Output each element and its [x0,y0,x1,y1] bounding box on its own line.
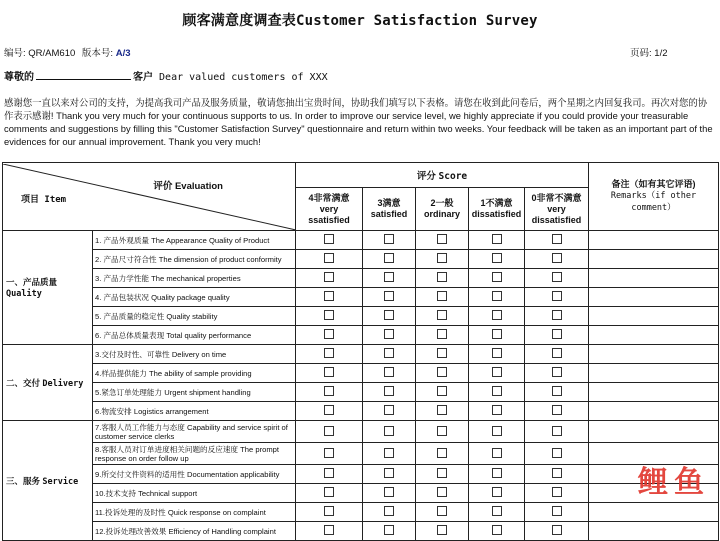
score-checkbox[interactable] [324,448,334,458]
score-cell [363,465,416,484]
survey-table [2,162,719,541]
question-cn: 10.技术支持 [95,488,136,498]
intro-english: Thank you very much for your continuous supports to us. In order to improve our service level, we highly appreciate if you could provide your treasurable comments and suggestions by filling this "Customer Satisfaction Survey" questionnaire and return within two weeks. Your feedback will be taken as an important part of the evidences for our annual improvement. Thank you very much! [4,110,713,147]
score-level-en1: very [319,203,339,214]
question-text [93,326,296,345]
score-cell [416,383,469,402]
score-checkbox[interactable] [492,234,502,244]
question-en: Quality package quality [151,292,230,302]
score-checkbox[interactable] [552,487,562,497]
score-checkbox[interactable] [324,506,334,516]
remarks-input-cell[interactable] [589,307,719,326]
score-checkbox[interactable] [492,448,502,458]
greeting-prefix: 尊敬的 [4,72,34,83]
score-cell [469,269,525,288]
table-row [3,326,719,345]
score-level-header [363,188,416,231]
question-text [93,288,296,307]
score-cell [416,231,469,250]
table-row [3,288,719,307]
question-text [93,269,296,288]
score-checkbox[interactable] [437,487,447,497]
score-en: Score [438,171,468,182]
score-checkbox[interactable] [437,310,447,320]
question-text [93,522,296,541]
score-cell [416,345,469,364]
question-en: Quality stability [166,311,218,321]
score-checkbox[interactable] [324,329,334,339]
score-checkbox[interactable] [552,468,562,478]
score-checkbox[interactable] [384,272,394,282]
score-checkbox[interactable] [552,386,562,396]
score-cell [363,345,416,364]
score-checkbox[interactable] [492,386,502,396]
score-level-en1: satisfied [370,209,408,219]
score-checkbox[interactable] [552,310,562,320]
category-label [3,345,93,421]
remarks-input-cell[interactable] [589,345,719,364]
score-cell [469,345,525,364]
score-checkbox[interactable] [324,253,334,263]
score-checkbox[interactable] [552,329,562,339]
question-text [93,364,296,383]
table-row [3,345,719,364]
score-cell [525,326,589,345]
score-checkbox[interactable] [552,253,562,263]
score-cell [469,326,525,345]
table-row [3,307,719,326]
question-en: Total quality performance [166,330,252,340]
score-checkbox[interactable] [384,487,394,497]
score-cell [363,402,416,421]
score-checkbox[interactable] [384,253,394,263]
score-cell [416,250,469,269]
score-cell [525,421,589,443]
score-checkbox[interactable] [552,348,562,358]
score-cell [416,443,469,465]
score-checkbox[interactable] [384,329,394,339]
question-cn: 6.物流安排 [95,406,132,416]
score-cell [525,231,589,250]
score-level-header [469,188,525,231]
score-checkbox[interactable] [384,310,394,320]
score-checkbox[interactable] [492,525,502,535]
score-checkbox[interactable] [437,506,447,516]
score-checkbox[interactable] [437,291,447,301]
remarks-input-cell[interactable] [589,250,719,269]
question-cn: 4.样品提供能力 [95,368,147,378]
question-text [93,231,296,250]
score-checkbox[interactable] [492,426,502,436]
score-header [296,163,589,188]
score-cell [296,402,363,421]
score-cell [363,231,416,250]
score-checkbox[interactable] [384,426,394,436]
score-checkbox[interactable] [492,506,502,516]
question-text [93,465,296,484]
score-checkbox[interactable] [384,525,394,535]
question-cn: 3. 产品力学性能 [95,273,150,283]
score-level-cn: 2一般 [430,198,454,208]
version-value: A/3 [115,48,131,59]
greeting-suffix: 客户 [133,72,153,83]
remarks-input-cell[interactable] [589,383,719,402]
score-cell [416,269,469,288]
code-value: QR/AM610 [28,48,76,59]
greeting-english: Dear valued customers of XXX [159,72,328,83]
table-row [3,231,719,250]
question-cn: 12.投诉处理改善效果 [95,526,167,536]
score-cell [296,250,363,269]
score-checkbox[interactable] [384,506,394,516]
score-cell [363,269,416,288]
score-cell [363,503,416,522]
question-cn: 6. 产品总体质量表现 [95,330,165,340]
score-checkbox[interactable] [384,448,394,458]
question-cn: 3.交付及时性、可靠性 [95,349,170,359]
page-number [630,45,668,59]
score-cell [469,443,525,465]
score-cell [469,402,525,421]
score-cell [363,326,416,345]
score-checkbox[interactable] [437,468,447,478]
score-checkbox[interactable] [324,525,334,535]
score-cell [296,443,363,465]
score-level-cn: 1不满意 [480,198,513,208]
question-en: The mechanical properties [151,273,241,283]
score-checkbox[interactable] [324,487,334,497]
remarks-en: Remarks（if other comment） [610,191,697,213]
score-level-en1: ordinary [423,209,460,219]
score-cell [363,421,416,443]
question-en: The Appearance Quality of Product [151,235,270,245]
category-label [3,421,93,541]
table-row [3,503,719,522]
score-checkbox[interactable] [324,348,334,358]
score-checkbox[interactable] [552,291,562,301]
score-cell [525,345,589,364]
score-checkbox[interactable] [492,487,502,497]
score-cell [296,231,363,250]
score-checkbox[interactable] [492,468,502,478]
score-checkbox[interactable] [492,367,502,377]
table-row [3,364,719,383]
score-cell [363,383,416,402]
score-cell [363,522,416,541]
score-checkbox[interactable] [437,253,447,263]
page-value: 1/2 [654,48,668,59]
score-checkbox[interactable] [384,348,394,358]
question-cn: 8.客服人员对订单进度相关问题的反应速度 [95,444,239,454]
score-checkbox[interactable] [437,234,447,244]
score-cell [416,307,469,326]
score-checkbox[interactable] [324,468,334,478]
remarks-input-cell[interactable] [589,269,719,288]
score-checkbox[interactable] [384,405,394,415]
remarks-input-cell[interactable] [589,421,719,443]
score-checkbox[interactable] [324,234,334,244]
remarks-header [589,163,719,231]
remarks-input-cell[interactable] [589,402,719,421]
score-cell [469,465,525,484]
score-level-en1: very [547,203,566,214]
category-en: Delivery [42,378,84,389]
score-cell [363,443,416,465]
category-cn: 二、交付 [6,377,41,388]
score-cell [469,484,525,503]
item-label: 项目 Item [21,194,67,205]
remarks-input-cell[interactable] [589,326,719,345]
category-en: Service [42,476,79,487]
question-en: Logistics arrangement [133,406,209,416]
remarks-input-cell[interactable] [589,364,719,383]
score-checkbox[interactable] [437,386,447,396]
score-cell [416,364,469,383]
customer-name-blank[interactable] [36,70,131,80]
score-checkbox[interactable] [552,272,562,282]
question-en: Quick response on complaint [167,507,266,517]
score-checkbox[interactable] [324,310,334,320]
score-cell [469,522,525,541]
category-label [3,231,93,345]
score-cell [469,503,525,522]
category-en: Quality [6,289,42,299]
score-cell [296,503,363,522]
score-cell [416,288,469,307]
score-cell [469,307,525,326]
score-checkbox[interactable] [384,234,394,244]
question-en: Documentation applicability [187,469,280,479]
score-cell [416,522,469,541]
score-cell [363,484,416,503]
score-checkbox[interactable] [324,386,334,396]
table-row [3,522,719,541]
score-cell [469,231,525,250]
score-cell [525,465,589,484]
score-level-cn: 0非常不满意 [531,192,582,203]
question-cn: 2. 产品尺寸符合性 [95,254,157,264]
score-cell [296,307,363,326]
score-cell [416,402,469,421]
remarks-input-cell[interactable] [589,522,719,541]
score-checkbox[interactable] [492,329,502,339]
question-text [93,383,296,402]
score-cell [416,484,469,503]
question-text [93,443,296,465]
score-checkbox[interactable] [552,405,562,415]
score-level-cn: 4非常满意 [308,192,350,203]
score-checkbox[interactable] [324,405,334,415]
code-label: 编号: [4,48,26,59]
score-checkbox[interactable] [492,253,502,263]
score-cell [525,443,589,465]
score-checkbox[interactable] [492,272,502,282]
question-text [93,250,296,269]
score-cell [525,307,589,326]
score-checkbox[interactable] [552,426,562,436]
table-row [3,383,719,402]
score-cell [363,307,416,326]
score-checkbox[interactable] [492,405,502,415]
greeting [4,68,328,83]
score-cell [416,421,469,443]
score-checkbox[interactable] [552,525,562,535]
score-cell [469,288,525,307]
score-cell [525,250,589,269]
score-checkbox[interactable] [437,329,447,339]
score-checkbox[interactable] [437,348,447,358]
score-cell [296,326,363,345]
category-cn: 三、服务 [6,475,41,486]
question-cn: 11.投诉处理的及时性 [95,507,166,517]
score-checkbox[interactable] [492,310,502,320]
intro-paragraph [4,96,716,148]
score-cell [296,269,363,288]
header-evaluation-item [3,163,296,231]
score-checkbox[interactable] [552,448,562,458]
table-row [3,484,719,503]
table-row [3,269,719,288]
remarks-input-cell[interactable] [589,231,719,250]
score-cell [469,364,525,383]
score-level-header [525,188,589,231]
score-cell [416,326,469,345]
question-cn: 5.紧急订单处理能力 [95,387,163,397]
score-cell [469,383,525,402]
score-cell [525,383,589,402]
remarks-input-cell[interactable] [589,503,719,522]
score-cn: 评分 [416,171,436,182]
score-checkbox[interactable] [324,272,334,282]
question-en: The prompt response on order follow up [95,444,279,463]
score-cell [525,522,589,541]
score-cell [296,383,363,402]
score-level-en2: ssatisfied [308,214,350,225]
question-en: Technical support [138,488,198,498]
score-checkbox[interactable] [437,426,447,436]
question-en: Urgent shipment handling [164,387,251,397]
score-level-header [296,188,363,231]
score-checkbox[interactable] [552,234,562,244]
category-cn: 一、产品质量 [6,277,58,287]
score-cell [296,465,363,484]
question-cn: 9.所交付文件资料的适用性 [95,469,185,479]
intro-chinese: 感谢您一直以来对公司的支持，为提高我司产品及服务质量，敬请您抽出宝贵时间，协助我们填写以下表格。请您在收到此问卷后，两个星期之内回复我司。再次对您的协作表示感谢! [4,97,708,121]
score-checkbox[interactable] [437,405,447,415]
score-cell [296,364,363,383]
question-en: Capability and service spirit of customer service clerks [95,422,288,441]
table-row [3,465,719,484]
question-cn: 5. 产品质量的稳定性 [95,311,165,321]
score-cell [469,421,525,443]
score-checkbox[interactable] [552,367,562,377]
doc-meta [4,45,131,59]
remarks-input-cell[interactable] [589,288,719,307]
remarks-cn: 备注（如有其它评语) [611,179,696,189]
question-cn: 7.客服人员工作能力与态度 [95,422,185,432]
question-en: Efficiency of Handling complaint [168,526,276,536]
table-row [3,250,719,269]
score-checkbox[interactable] [384,386,394,396]
score-cell [363,288,416,307]
score-checkbox[interactable] [492,348,502,358]
score-cell [296,421,363,443]
question-text [93,421,296,443]
page-title: 顾客满意度调查表Customer Satisfaction Survey [182,13,538,29]
score-cell [296,522,363,541]
watermark-logo: 鲤鱼 [638,465,710,500]
score-checkbox[interactable] [324,367,334,377]
score-checkbox[interactable] [324,426,334,436]
score-checkbox[interactable] [324,291,334,301]
question-en: The dimension of product conformity [158,254,282,264]
score-level-en1: dissatisfied [471,209,522,219]
score-cell [525,288,589,307]
question-text [93,503,296,522]
score-checkbox[interactable] [384,468,394,478]
score-checkbox[interactable] [384,367,394,377]
score-checkbox[interactable] [437,367,447,377]
score-level-header [416,188,469,231]
score-cell [296,288,363,307]
score-level-cn: 3满意 [377,198,401,208]
question-en: Delivery on time [171,349,227,359]
score-cell [296,484,363,503]
score-cell [363,250,416,269]
score-checkbox[interactable] [437,448,447,458]
score-cell [525,269,589,288]
score-cell [469,250,525,269]
score-cell [416,503,469,522]
table-row [3,443,719,465]
question-text [93,345,296,364]
version-label: 版本号: [81,48,114,59]
question-en: The ability of sample providing [149,368,252,378]
question-cn: 1. 产品外观质量 [95,235,150,245]
page-label: 页码: [630,48,652,59]
score-checkbox[interactable] [437,525,447,535]
score-cell [296,345,363,364]
score-cell [525,364,589,383]
evaluation-label: 评价 Evaluation [153,180,223,192]
score-cell [525,503,589,522]
score-cell [416,465,469,484]
score-level-en2: dissatisfied [531,214,582,225]
score-checkbox[interactable] [552,506,562,516]
score-checkbox[interactable] [437,272,447,282]
table-row [3,402,719,421]
question-text [93,307,296,326]
score-checkbox[interactable] [384,291,394,301]
score-cell [363,364,416,383]
score-cell [525,484,589,503]
table-row [3,421,719,443]
question-text [93,402,296,421]
question-text [93,484,296,503]
score-checkbox[interactable] [492,291,502,301]
question-cn: 4. 产品包装状况 [95,292,150,302]
score-cell [525,402,589,421]
